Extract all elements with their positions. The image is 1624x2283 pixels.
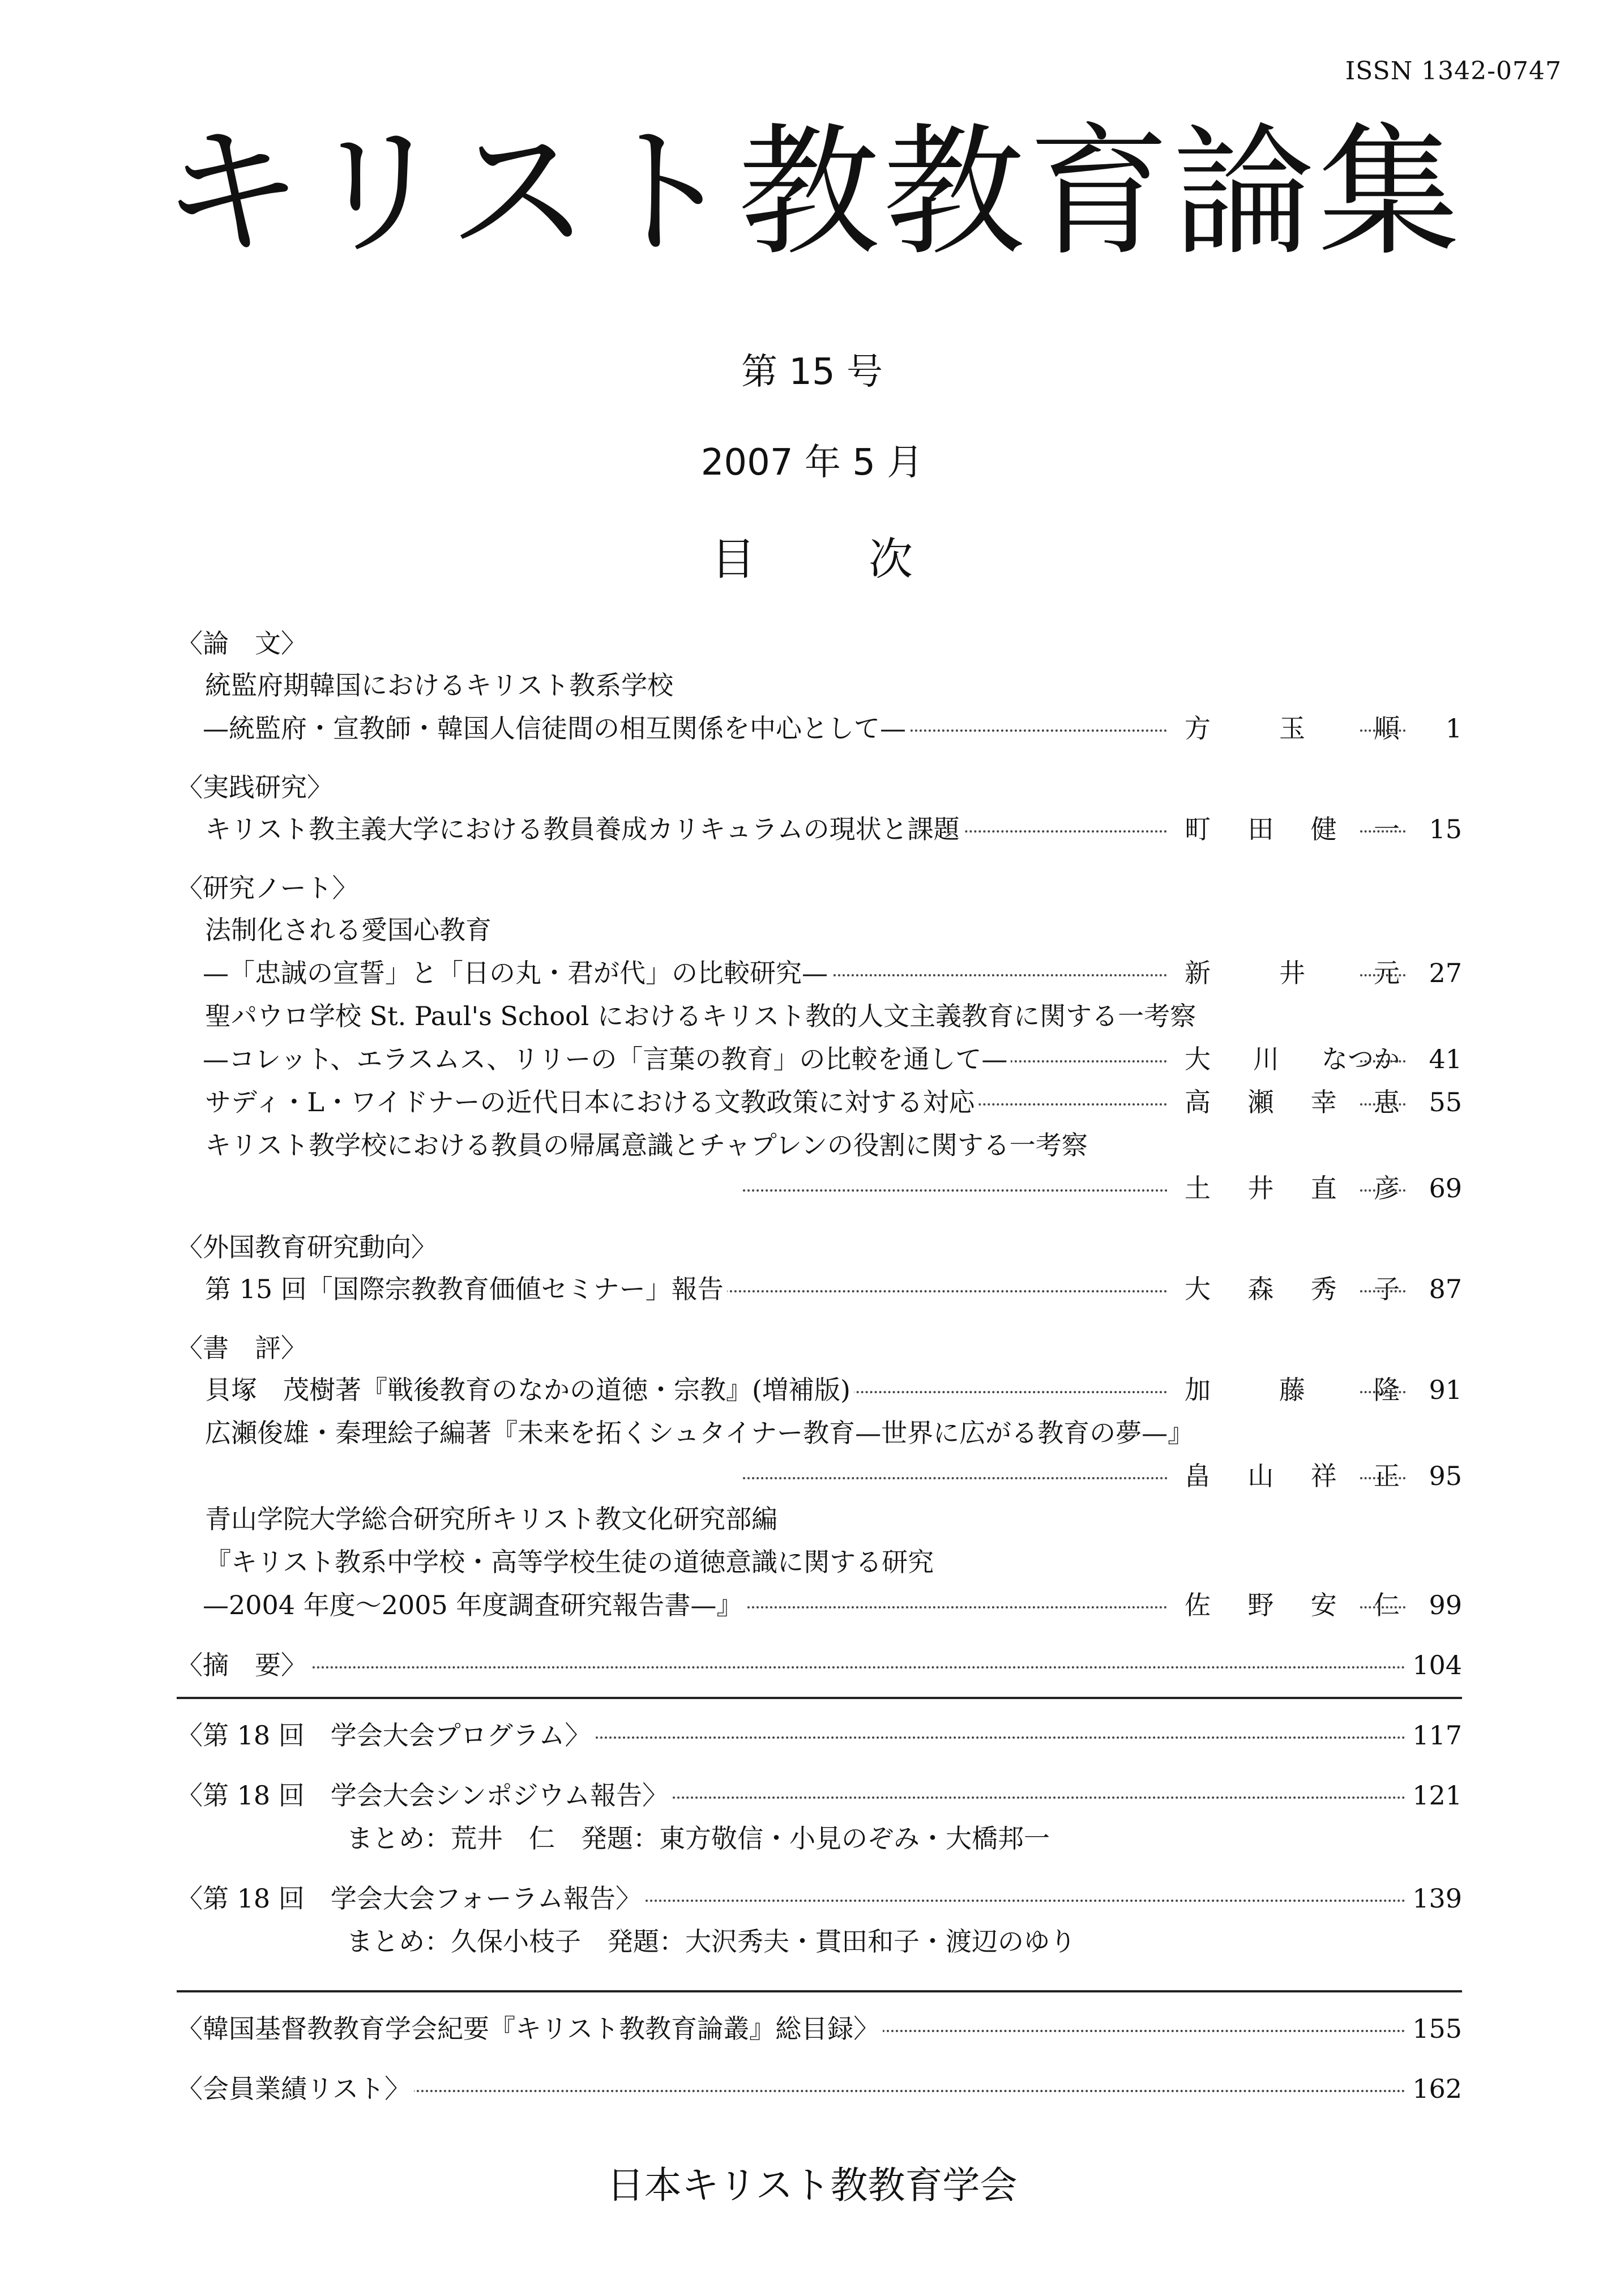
dot-leader bbox=[1360, 1391, 1405, 1393]
author-char: 健 bbox=[1310, 814, 1337, 844]
author bbox=[1178, 808, 1400, 851]
dot-leader bbox=[1360, 1103, 1405, 1106]
author bbox=[1178, 1368, 1400, 1411]
page-number: 117 bbox=[1410, 1714, 1462, 1757]
dot-leader bbox=[1360, 1189, 1405, 1192]
conference-presenters: まとめ：荒井 仁 発題：東方敬信・小見のぞみ・大橋邦一 bbox=[347, 1817, 1053, 1860]
toc-entry-line bbox=[177, 908, 1462, 951]
appendix-label: 〈韓国基督教教育学会紀要『キリスト教教育論叢』総目録〉 bbox=[177, 2007, 883, 2050]
author-char: 藤 bbox=[1279, 1375, 1305, 1405]
toc-entry-line bbox=[177, 1584, 1462, 1627]
dot-leader bbox=[1360, 1060, 1405, 1062]
author-char: 大 bbox=[1185, 1044, 1211, 1074]
issue-number: 第 15 号 bbox=[741, 351, 883, 393]
table-of-contents bbox=[177, 623, 1462, 2127]
author-char: 彦 bbox=[1373, 1173, 1400, 1204]
section-gap bbox=[177, 851, 1462, 868]
section-gap bbox=[177, 1757, 1462, 1774]
abstract-label: 〈摘 要〉 bbox=[177, 1644, 310, 1687]
author-char: 方 bbox=[1185, 713, 1211, 744]
author-char: 新 bbox=[1185, 958, 1211, 988]
page-number: 91 bbox=[1410, 1368, 1462, 1411]
author-char: 町 bbox=[1185, 814, 1211, 844]
entry-title: サディ・L・ワイドナーの近代日本における文教政策に対する対応 bbox=[205, 1081, 978, 1124]
dot-leader bbox=[573, 1796, 1405, 1799]
appendix-line bbox=[177, 2067, 1462, 2110]
entry-title: 貝塚 茂樹著『戦後教育のなかの道徳・宗教』(増補版) bbox=[205, 1368, 854, 1411]
author-char: 直 bbox=[1310, 1173, 1337, 1204]
page-number: 99 bbox=[1410, 1584, 1462, 1627]
author bbox=[1178, 1167, 1400, 1210]
author bbox=[1178, 951, 1400, 995]
section-gap bbox=[177, 1627, 1462, 1644]
toc-entry-line bbox=[177, 1038, 1462, 1081]
publisher: 日本キリスト教教育学会 bbox=[606, 2163, 1018, 2207]
page-number: 87 bbox=[1410, 1268, 1462, 1311]
section-gap bbox=[177, 1963, 1462, 1980]
entry-title: 統監府期韓国におけるキリスト教系学校 bbox=[205, 664, 677, 707]
section-label: 〈研究ノート〉 bbox=[177, 873, 358, 903]
conference-line bbox=[177, 1774, 1462, 1817]
dot-leader bbox=[1360, 1290, 1405, 1292]
conference-line bbox=[177, 1877, 1462, 1920]
section-label: 〈外国教育研究動向〉 bbox=[177, 1232, 437, 1262]
toc-entry-line bbox=[177, 707, 1462, 750]
author-char: 野 bbox=[1247, 1590, 1274, 1620]
author-char: 一 bbox=[1373, 814, 1400, 844]
journal-title: キリスト教教育論集 bbox=[161, 110, 1463, 275]
entry-title: 青山学院大学総合研究所キリスト教文化研究部編 bbox=[205, 1497, 781, 1541]
author-char: 加 bbox=[1185, 1375, 1211, 1405]
author-char: 佐 bbox=[1185, 1590, 1211, 1620]
author-char: 高 bbox=[1185, 1087, 1211, 1117]
toc-entry-line bbox=[177, 664, 1462, 707]
abstract-line bbox=[177, 1644, 1462, 1687]
section-gap bbox=[177, 1210, 1462, 1227]
dot-leader bbox=[573, 1900, 1405, 1902]
divider bbox=[177, 1697, 1462, 1699]
toc-entry-line bbox=[177, 1081, 1462, 1124]
toc-entry-line bbox=[177, 1167, 1462, 1210]
section-label: 〈実践研究〉 bbox=[177, 772, 333, 803]
page-number: 162 bbox=[1410, 2067, 1462, 2110]
author-char: 子 bbox=[1373, 1274, 1400, 1304]
page-number: 69 bbox=[1410, 1167, 1462, 1210]
author-char: なつか bbox=[1322, 1044, 1400, 1074]
author-char: 秀 bbox=[1310, 1274, 1337, 1304]
entry-title: 法制化される愛国心教育 bbox=[205, 908, 495, 951]
page-number: 104 bbox=[1410, 1644, 1462, 1687]
dot-leader bbox=[573, 1736, 1405, 1739]
issue-date: 2007 年 5 月 bbox=[700, 442, 924, 484]
toc-entry-line bbox=[177, 1411, 1462, 1454]
entry-title: —「忠誠の宣誓」と「日の丸・君が代」の比較研究— bbox=[177, 951, 831, 995]
entry-title: —コレット、エラスムス、リリーの「言葉の教育」の比較を通して— bbox=[177, 1038, 1011, 1081]
dot-leader bbox=[1360, 830, 1405, 833]
dot-leader bbox=[1360, 1477, 1405, 1479]
page-number: 95 bbox=[1410, 1454, 1462, 1497]
section-label: 〈書 評〉 bbox=[177, 1333, 307, 1363]
author-char: 正 bbox=[1373, 1461, 1400, 1491]
author-char: 大 bbox=[1185, 1274, 1211, 1304]
conference-sub-line bbox=[177, 1920, 1462, 1963]
dot-leader bbox=[1360, 1606, 1405, 1608]
dot-leader bbox=[403, 2090, 1405, 2092]
author-char: 山 bbox=[1247, 1461, 1274, 1491]
section-label: 〈論 文〉 bbox=[177, 628, 307, 659]
appendix-label: 〈会員業績リスト〉 bbox=[177, 2067, 414, 2110]
conference-sub-line bbox=[177, 1817, 1462, 1860]
author bbox=[1178, 1268, 1400, 1311]
issn: ISSN 1342-0747 bbox=[1345, 57, 1562, 86]
page-number: 1 bbox=[1410, 707, 1462, 750]
toc-entry-line bbox=[177, 1368, 1462, 1411]
page-number: 55 bbox=[1410, 1081, 1462, 1124]
section-gap bbox=[177, 750, 1462, 767]
page-number: 155 bbox=[1410, 2007, 1462, 2050]
page-number: 121 bbox=[1410, 1774, 1462, 1817]
section-gap bbox=[177, 1311, 1462, 1328]
author-char: 井 bbox=[1247, 1173, 1274, 1204]
author bbox=[1178, 1038, 1400, 1081]
author-char: 幸 bbox=[1310, 1087, 1337, 1117]
author-char: 隆 bbox=[1374, 1375, 1400, 1405]
entry-title: —統監府・宣教師・韓国人信徒間の相互関係を中心として— bbox=[177, 707, 909, 750]
page-number: 139 bbox=[1410, 1877, 1462, 1920]
toc-entry-line bbox=[177, 995, 1462, 1038]
author-char: 玉 bbox=[1279, 713, 1305, 744]
author-char: 恵 bbox=[1373, 1087, 1400, 1117]
author bbox=[1178, 707, 1400, 750]
toc-entry-line bbox=[177, 1497, 1462, 1541]
entry-title: 第 15 回「国際宗教教育価値セミナー」報告 bbox=[205, 1268, 727, 1311]
author-char: 元 bbox=[1374, 958, 1400, 988]
entry-title: キリスト教学校における教員の帰属意識とチャプレンの役割に関する一考察 bbox=[205, 1124, 1091, 1167]
author-char: 土 bbox=[1185, 1173, 1211, 1204]
conference-line bbox=[177, 1714, 1462, 1757]
conference-label: 〈第 18 回 学会大会シンポジウム報告〉 bbox=[177, 1774, 672, 1817]
conference-label: 〈第 18 回 学会大会プログラム〉 bbox=[177, 1714, 594, 1757]
author-char: 井 bbox=[1279, 958, 1305, 988]
toc-entry-line bbox=[177, 808, 1462, 851]
author-char: 川 bbox=[1253, 1044, 1279, 1074]
conference-label: 〈第 18 回 学会大会フォーラム報告〉 bbox=[177, 1877, 645, 1920]
divider bbox=[177, 1990, 1462, 1992]
author-char: 田 bbox=[1247, 814, 1274, 844]
dot-leader bbox=[743, 1477, 1168, 1479]
entry-title: 広瀬俊雄・秦理絵子編著『未来を拓くシュタイナー教育—世界に広がる教育の夢—』 bbox=[205, 1411, 1197, 1454]
appendix-line bbox=[177, 2007, 1462, 2050]
page-number: 27 bbox=[1410, 951, 1462, 995]
author-char: 祥 bbox=[1310, 1461, 1337, 1491]
author bbox=[1178, 1454, 1400, 1497]
toc-entry-line bbox=[177, 1268, 1462, 1311]
author-char: 順 bbox=[1374, 713, 1400, 744]
dot-leader bbox=[743, 1189, 1168, 1192]
author-char: 瀬 bbox=[1247, 1087, 1274, 1117]
entry-title: キリスト教主義大学における教員養成カリキュラムの現状と課題 bbox=[205, 808, 963, 851]
author-char: 畠 bbox=[1185, 1461, 1211, 1491]
page-number: 41 bbox=[1410, 1038, 1462, 1081]
entry-title: 『キリスト教系中学校・高等学校生徒の道徳意識に関する研究 bbox=[205, 1541, 937, 1584]
author bbox=[1178, 1584, 1400, 1627]
author bbox=[1178, 1081, 1400, 1124]
toc-entry-line bbox=[177, 1541, 1462, 1584]
toc-entry-line bbox=[177, 1124, 1462, 1167]
section-gap bbox=[177, 1860, 1462, 1877]
dot-leader bbox=[1360, 974, 1405, 976]
entry-title: —2004 年度〜2005 年度調査研究報告書—』 bbox=[177, 1584, 746, 1627]
author-char: 安 bbox=[1310, 1590, 1337, 1620]
page-number: 15 bbox=[1410, 808, 1462, 851]
toc-heading: 目次 bbox=[711, 534, 1026, 585]
toc-entry-line bbox=[177, 1454, 1462, 1497]
author-char: 森 bbox=[1247, 1274, 1274, 1304]
dot-leader bbox=[290, 1666, 1405, 1668]
section-gap bbox=[177, 2110, 1462, 2127]
toc-entry-line bbox=[177, 951, 1462, 995]
section-gap bbox=[177, 2050, 1462, 2067]
author-char: 仁 bbox=[1373, 1590, 1400, 1620]
dot-leader bbox=[1360, 729, 1405, 732]
conference-presenters: まとめ：久保小枝子 発題：大沢秀夫・貫田和子・渡辺のゆり bbox=[347, 1920, 1079, 1963]
entry-title: 聖パウロ学校 St. Paul's School におけるキリスト教的人文主義教育に関する一考察 bbox=[205, 995, 1199, 1038]
